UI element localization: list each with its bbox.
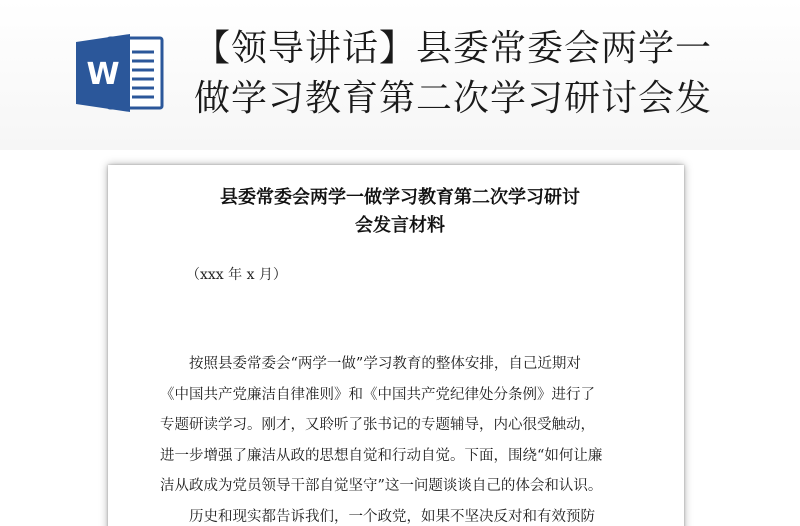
document-date: （xxx 年 x 月）: [186, 267, 287, 283]
word-icon: [74, 32, 166, 114]
banner-title: [194, 24, 754, 124]
banner-title-line: 【领导讲话】县委常委会两学一: [194, 28, 713, 69]
document-title-line: 县委常委会两学一做学习教育第二次学习研讨: [220, 187, 580, 208]
banner: [0, 0, 800, 150]
document-title: [140, 184, 660, 240]
body-line: 洁从政成为党员领导干部自觉坚守”这一问题谈谈自己的体会和认识。: [160, 478, 603, 494]
body-line: 专题研读学习。刚才，又聆听了张书记的专题辅导，内心很受触动，: [160, 417, 595, 433]
word-icon-letter: W: [86, 57, 120, 92]
body-line: 进一步增强了廉洁从政的思想自觉和行动自觉。下面，围绕“如何让廉: [160, 447, 603, 464]
body-line: 按照县委常委会“两学一做”学习教育的整体安排，自己近期对: [189, 356, 581, 372]
body-line: 历史和现实都告诉我们，一个政党，如果不坚决反对和有效预防: [189, 508, 595, 525]
body-line: 《中国共产党廉洁自律准则》和《中国共产党纪律处分条例》进行了: [160, 386, 595, 403]
banner-title-line: 做学习教育第二次学习研讨会发: [194, 78, 713, 119]
document-title-line: 会发言材料: [355, 215, 445, 236]
document-body: [160, 349, 660, 526]
